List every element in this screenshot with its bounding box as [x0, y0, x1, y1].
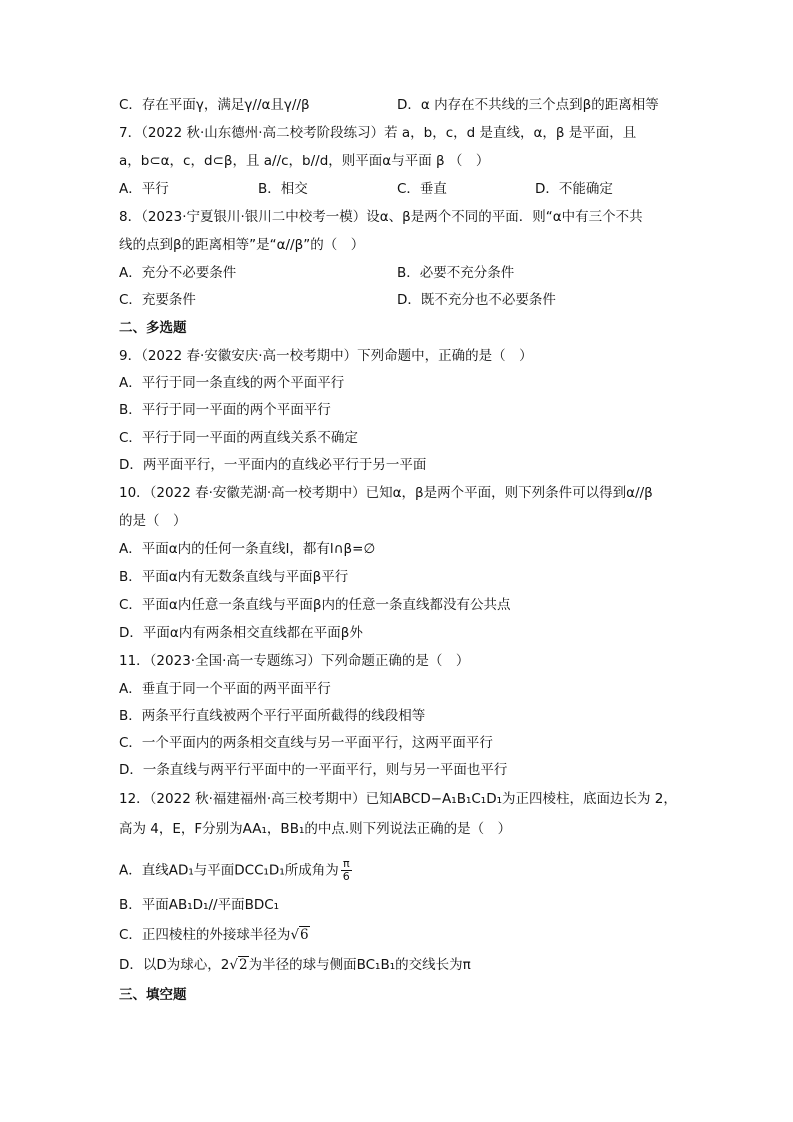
q11-option-b: B．两条平行直线被两个平行平面所截得的线段相等 — [119, 708, 426, 724]
q8-option-c: C．充要条件 — [119, 292, 196, 308]
sqrt-radicand: 2 — [239, 957, 248, 973]
q10-option-a: A．平面α内的任何一条直线l，都有l∩β=∅ — [119, 541, 376, 557]
fraction-denominator: 6 — [342, 870, 350, 883]
q12-option-a — [119, 858, 354, 883]
q10-option-d: D．平面α内有两条相交直线都在平面β外 — [119, 625, 363, 641]
q7-option-d: D．不能确定 — [535, 181, 613, 197]
sqrt-radicand: 6 — [300, 927, 309, 943]
q7-stem-line2: a，b⊂α，c，d⊂β，且 a//c，b//d，则平面α与平面 β （ ） — [119, 153, 490, 169]
q7-option-b: B．相交 — [258, 181, 308, 197]
q6-option-d: D．α 内存在不共线的三个点到β的距离相等 — [397, 97, 659, 113]
q9-option-a: A．平行于同一条直线的两个平面平行 — [119, 375, 345, 391]
q7-option-a: A．平行 — [119, 181, 169, 197]
q10-option-c: C．平面α内任意一条直线与平面β内的任意一条直线都没有公共点 — [119, 597, 511, 613]
q12-option-d-text: D．以D为球心，2 — [119, 957, 230, 973]
section-heading-fill-in: 三、填空题 — [119, 987, 187, 1003]
q12-option-d-text-end: 为半径的球与侧面BC₁B₁的交线长为π — [248, 957, 471, 973]
q12-stem-line1: 12．（2022 秋·福建福州·高三校考期中）已知ABCD−A₁B₁C₁D₁为正四棱柱，底面边长为 2， — [119, 791, 677, 807]
sqrt-two: √2 — [229, 957, 248, 973]
q9-stem: 9．（2022 春·安徽安庆·高一校考期中）下列命题中，正确的是（ ） — [119, 348, 533, 364]
q10-stem-line1: 10．（2022 春·安徽芜湖·高一校考期中）已知α，β是两个平面，则下列条件可以得到α//β — [119, 485, 653, 501]
q12-option-c-text: C．正四棱柱的外接球半径为 — [119, 927, 291, 943]
q12-option-a-text: A．直线AD₁与平面DCC₁D₁所成角为 — [119, 862, 339, 879]
q11-stem: 11．（2023·全国·高一专题练习）下列命题正确的是（ ） — [119, 653, 470, 669]
q8-option-a: A．充分不必要条件 — [119, 265, 237, 281]
q9-option-c: C．平行于同一平面的两直线关系不确定 — [119, 430, 358, 446]
q7-stem-line1: 7．（2022 秋·山东德州·高二校考阶段练习）若 a，b，c，d 是直线，α，β 是平面，且 — [119, 125, 637, 141]
q10-option-b: B．平面α内有无数条直线与平面β平行 — [119, 569, 349, 585]
q8-option-b: B．必要不充分条件 — [397, 265, 515, 281]
q8-option-d: D．既不充分也不必要条件 — [397, 292, 556, 308]
q9-option-b: B．平行于同一平面的两个平面平行 — [119, 402, 331, 418]
q6-option-c: C．存在平面γ，满足γ//α且γ//β — [119, 97, 310, 113]
pi-over-six-fraction — [341, 858, 352, 883]
q12-stem-line2: 高为 4，E，F分别为AA₁，BB₁的中点.则下列说法正确的是（ ） — [119, 821, 512, 837]
q8-stem-line2: 线的点到β的距离相等”是“α//β”的（ ） — [119, 237, 365, 253]
q11-option-c: C．一个平面内的两条相交直线与另一平面平行，这两平面平行 — [119, 735, 493, 751]
q11-option-d: D．一条直线与两平行平面中的一平面平行，则与另一平面也平行 — [119, 762, 508, 778]
fraction-numerator: π — [341, 858, 352, 871]
q12-option-b: B．平面AB₁D₁//平面BDC₁ — [119, 897, 280, 913]
q8-stem-line1: 8．（2023·宁夏银川·银川二中校考一模）设α、β是两个不同的平面．则“α中有三个不共 — [119, 209, 643, 225]
q12-option-d — [119, 956, 471, 974]
q11-option-a: A．垂直于同一个平面的两平面平行 — [119, 681, 331, 697]
q12-option-c — [119, 926, 310, 944]
q7-option-c: C．垂直 — [397, 181, 447, 197]
q9-option-d: D．两平面平行，一平面内的直线必平行于另一平面 — [119, 457, 427, 473]
sqrt-six: √6 — [290, 927, 309, 943]
section-heading-multiple-choice: 二、多选题 — [119, 320, 187, 336]
q10-stem-line2: 的是（ ） — [119, 513, 187, 529]
